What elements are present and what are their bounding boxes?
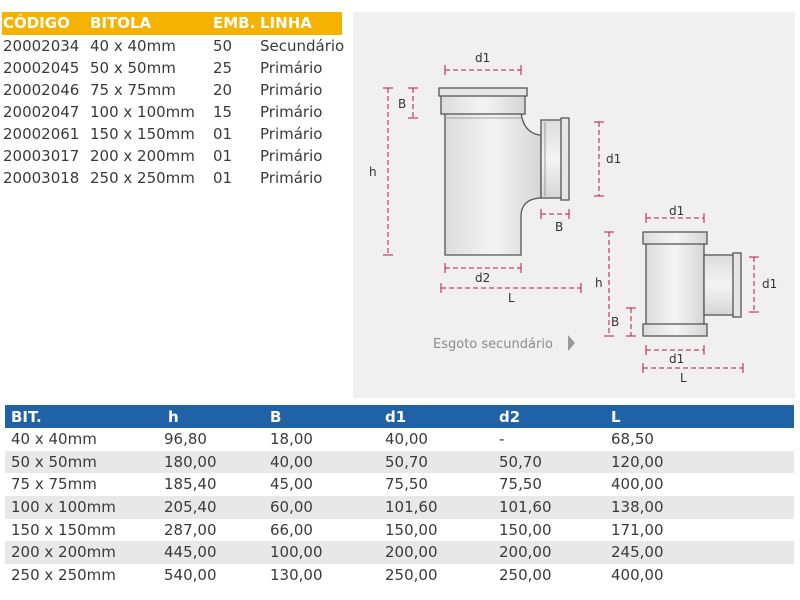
label-l: L: [508, 291, 515, 305]
cell-l: 400,00: [611, 566, 664, 585]
cell-b: 45,00: [270, 475, 313, 494]
cell-pack: 20: [213, 81, 233, 99]
cell-l: 400,00: [611, 475, 664, 494]
header-b: B: [270, 408, 282, 426]
dimension-row: [5, 473, 794, 496]
cell-line: Primário: [260, 81, 323, 99]
small-label-d1-top: d1: [669, 204, 685, 218]
cell-l: 138,00: [611, 498, 664, 517]
header-pack: EMB.: [213, 14, 256, 32]
cell-d2: 250,00: [499, 566, 552, 585]
cell-gauge: 200 x 200mm: [90, 147, 195, 165]
cell-code: 20002046: [3, 81, 80, 99]
technical-drawing-panel: [353, 12, 795, 398]
cell-b: 66,00: [270, 520, 313, 539]
cell-pack: 25: [213, 59, 233, 77]
cell-bit: 250 x 250mm: [11, 566, 116, 585]
cell-h: 445,00: [164, 543, 217, 562]
cell-b: 130,00: [270, 566, 323, 585]
product-table: [2, 12, 345, 189]
header-d1: d1: [385, 408, 407, 426]
tee-fitting-drawings: [353, 12, 795, 398]
cell-d1: 75,50: [385, 475, 428, 494]
cell-d1: 40,00: [385, 430, 428, 448]
cell-line: Secundário: [260, 37, 345, 55]
cell-h: 96,80: [164, 430, 207, 448]
cell-l: 120,00: [611, 452, 664, 471]
cell-b: 100,00: [270, 543, 323, 562]
label-b-top: B: [398, 97, 407, 111]
product-table-header: [2, 12, 342, 35]
small-label-l: L: [680, 371, 687, 385]
cell-code: 20002047: [3, 103, 80, 121]
cell-pack: 50: [213, 37, 233, 55]
cell-bit: 75 x 75mm: [11, 475, 97, 494]
cell-code: 20002061: [3, 125, 80, 143]
product-row: [2, 57, 342, 79]
header-bit: BIT.: [11, 408, 42, 426]
cell-pack: 15: [213, 103, 233, 121]
cell-gauge: 250 x 250mm: [90, 169, 195, 187]
cell-pack: 01: [213, 147, 233, 165]
cell-d2: -: [499, 430, 505, 448]
cell-line: Primário: [260, 147, 323, 165]
cell-d2: 101,60: [499, 498, 552, 517]
cell-gauge: 100 x 100mm: [90, 103, 195, 121]
large-tee-drawing: [369, 51, 621, 305]
cell-h: 287,00: [164, 520, 217, 539]
cell-gauge: 75 x 75mm: [90, 81, 176, 99]
caption-text: Esgoto secundário: [433, 337, 553, 352]
cell-d2: 50,70: [499, 452, 542, 471]
cell-d1: 50,70: [385, 452, 428, 471]
dimension-table-header: [5, 405, 794, 428]
cell-bit: 50 x 50mm: [11, 452, 97, 471]
cell-h: 185,40: [164, 475, 217, 494]
cell-line: Primário: [260, 169, 323, 187]
caption-arrow-icon: [568, 335, 575, 351]
label-h: h: [369, 165, 377, 179]
header-d2: d2: [499, 408, 521, 426]
product-row: [2, 101, 342, 123]
header-code: CÓDIGO: [3, 14, 70, 32]
dimension-row: [5, 496, 794, 519]
label-d1-top: d1: [475, 51, 491, 65]
header-h: h: [168, 408, 179, 426]
cell-d2: 150,00: [499, 520, 552, 539]
cell-d2: 200,00: [499, 543, 552, 562]
label-d2: d2: [475, 271, 491, 285]
small-label-d1-bottom: d1: [669, 352, 685, 366]
cell-l: 171,00: [611, 520, 664, 539]
label-b-side: B: [555, 220, 564, 234]
product-row: [2, 79, 342, 101]
cell-code: 20003017: [3, 147, 80, 165]
small-label-b: B: [611, 315, 620, 329]
cell-b: 40,00: [270, 452, 313, 471]
cell-b: 60,00: [270, 498, 313, 517]
dimension-row: [5, 541, 794, 564]
cell-d1: 250,00: [385, 566, 438, 585]
cell-line: Primário: [260, 103, 323, 121]
cell-h: 180,00: [164, 452, 217, 471]
cell-l: 68,50: [611, 430, 654, 448]
cell-h: 540,00: [164, 566, 217, 585]
cell-gauge: 150 x 150mm: [90, 125, 195, 143]
header-l: L: [611, 408, 621, 426]
cell-pack: 01: [213, 125, 233, 143]
cell-b: 18,00: [270, 430, 313, 448]
cell-bit: 150 x 150mm: [11, 520, 116, 539]
label-d1-side: d1: [606, 152, 622, 166]
cell-line: Primário: [260, 59, 323, 77]
dimension-row: [5, 451, 794, 474]
product-row: [2, 167, 342, 189]
cell-l: 245,00: [611, 543, 664, 562]
small-label-d1-side: d1: [762, 277, 778, 291]
cell-bit: 40 x 40mm: [11, 430, 97, 448]
cell-pack: 01: [213, 169, 233, 187]
dimension-row: [5, 428, 794, 451]
cell-gauge: 40 x 40mm: [90, 37, 176, 55]
cell-code: 20003018: [3, 169, 80, 187]
cell-d1: 200,00: [385, 543, 438, 562]
cell-gauge: 50 x 50mm: [90, 59, 176, 77]
cell-code: 20002045: [3, 59, 80, 77]
cell-code: 20002034: [3, 37, 80, 55]
header-line: LINHA: [260, 14, 312, 32]
cell-bit: 100 x 100mm: [11, 498, 116, 517]
cell-d1: 101,60: [385, 498, 438, 517]
small-tee-drawing: [595, 204, 777, 385]
dimension-table: [5, 405, 794, 587]
product-row: [2, 145, 342, 167]
cell-d2: 75,50: [499, 475, 542, 494]
header-gauge: BITOLA: [90, 14, 152, 32]
cell-bit: 200 x 200mm: [11, 543, 116, 562]
cell-line: Primário: [260, 125, 323, 143]
product-row: [2, 123, 342, 145]
product-row: [2, 35, 345, 57]
cell-h: 205,40: [164, 498, 217, 517]
cell-d1: 150,00: [385, 520, 438, 539]
dimension-row: [5, 519, 794, 542]
small-label-h: h: [595, 276, 603, 290]
dimension-row: [5, 564, 794, 587]
